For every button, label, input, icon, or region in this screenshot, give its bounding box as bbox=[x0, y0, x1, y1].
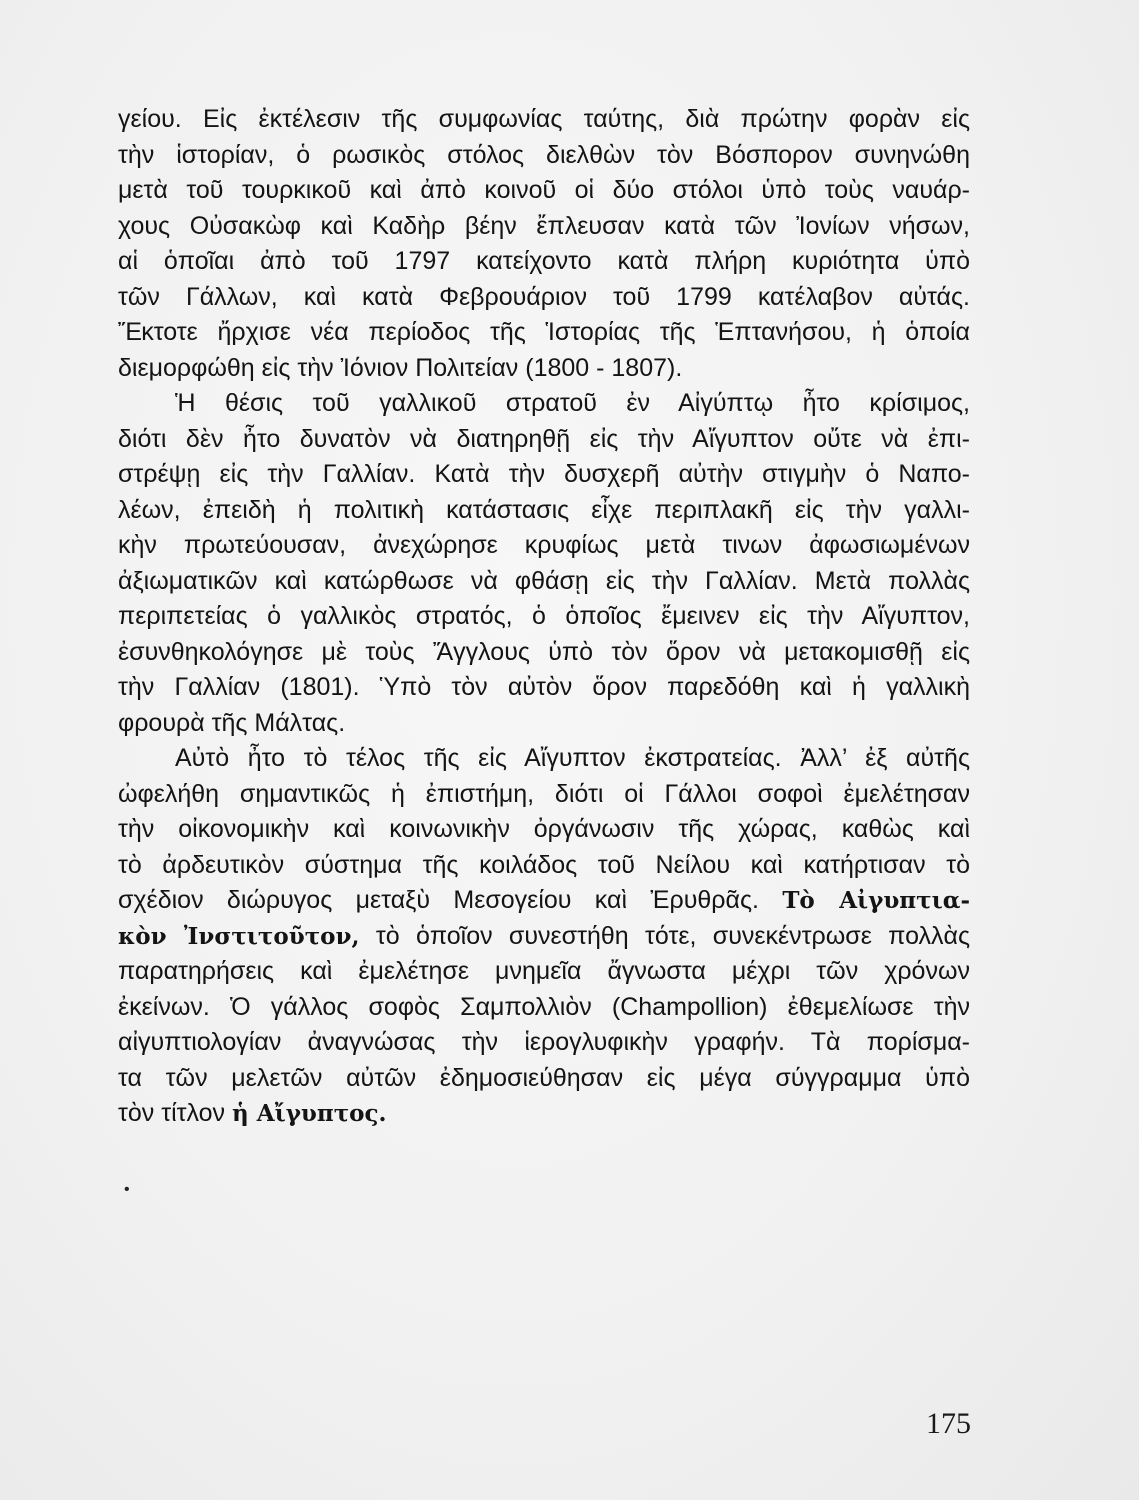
bold-term: Τὸ Αἰγυπτια- bbox=[782, 887, 970, 914]
text-line: ἀξιωματικῶν καὶ κατώρθωσε νὰ φθάσῃ εἰς τὴν Γαλλίαν. Μετὰ πολλὰς bbox=[118, 566, 970, 595]
text-line: ἐσυνθηκολόγησε μὲ τοὺς Ἄγγλους ὑπὸ τὸν ὅρον νὰ μετακομισθῇ εἰς bbox=[118, 637, 970, 666]
paragraph bbox=[118, 386, 970, 741]
text-line: λέων, ἐπειδὴ ἡ πολιτικὴ κατάστασις εἶχε περιπλακῆ εἰς τὴν γαλλι- bbox=[118, 495, 970, 524]
text-line: αἱ ὁποῖαι ἀπὸ τοῦ 1797 κατείχοντο κατὰ πλήρη κυριότητα ὑπὸ bbox=[118, 247, 970, 275]
text-segment: τὸ ὁποῖον συνεστήθη τότε, συνεκέντρωσε πολλὰς bbox=[375, 921, 970, 950]
text-line: Αὐτὸ ἦτο τὸ τέλος τῆς εἰς Αἴγυπτον ἐκστρατείας. Ἀλλ’ ἐξ αὐτῆς bbox=[175, 744, 970, 772]
text-line: τὴν οἰκονομικὴν καὶ κοινωνικὴν ὀργάνωσιν τῆς χώρας, καθὼς καὶ bbox=[118, 815, 970, 843]
text-segment: σχέδιον διώρυγος μεταξὺ Μεσογείου καὶ Ἐρυθρᾶς. bbox=[118, 886, 759, 914]
bold-term: ἡ Αἴγυπτος. bbox=[232, 1100, 387, 1127]
text-line: γείου. Εἰς ἐκτέλεσιν τῆς συμφωνίας ταύτης, διὰ πρώτην φορὰν εἰς bbox=[118, 105, 970, 133]
text-line: διότι δὲν ἦτο δυνατὸν νὰ διατηρηθῇ εἰς τὴν Αἴγυπτον οὔτε νὰ ἐπι- bbox=[118, 424, 970, 453]
text-line: παρατηρήσεις καὶ ἐμελέτησε μνημεῖα ἄγνωστα μέχρι τῶν χρόνων bbox=[118, 957, 970, 985]
paragraph bbox=[118, 741, 970, 1132]
text-line bbox=[118, 883, 970, 919]
text-line bbox=[118, 1096, 970, 1132]
text-line: τὴν Γαλλίαν (1801). Ὑπὸ τὸν αὐτὸν ὅρον παρεδόθη καὶ ἡ γαλλικὴ bbox=[118, 673, 970, 701]
text-line: τα τῶν μελετῶν αὐτῶν ἐδημοσιεύθησαν εἰς μέγα σύγγραμμα ὑπὸ bbox=[118, 1063, 970, 1092]
text-line: Ἡ θέσις τοῦ γαλλικοῦ στρατοῦ ἐν Αἰγύπτῳ ἦτο κρίσιμος, bbox=[175, 389, 970, 417]
text-segment: τὸν τίτλον bbox=[118, 1099, 226, 1127]
text-line bbox=[118, 919, 970, 955]
text-line: ὠφελήθη σημαντικῶς ἡ ἐπιστήμη, διότι οἱ Γάλλοι σοφοὶ ἐμελέτησαν bbox=[118, 779, 970, 808]
text-line: στρέψῃ εἰς τὴν Γαλλίαν. Κατὰ τὴν δυσχερῆ αὐτὴν στιγμὴν ὁ Ναπο- bbox=[118, 460, 970, 488]
text-line: περιπετείας ὁ γαλλικὸς στρατός, ὁ ὁποῖος ἔμεινεν εἰς τὴν Αἴγυπτον, bbox=[118, 602, 970, 630]
text-line: τὸ ἀρδευτικὸν σύστημα τῆς κοιλάδος τοῦ Νείλου καὶ κατήρτισαν τὸ bbox=[118, 850, 970, 879]
text-line: χους Οὐσακὼφ καὶ Καδὴρ βέην ἔπλευσαν κατὰ τῶν Ἰονίων νήσων, bbox=[118, 211, 970, 240]
text-line: μετὰ τοῦ τουρκικοῦ καὶ ἀπὸ κοινοῦ οἱ δύο στόλοι ὑπὸ τοὺς ναυάρ- bbox=[118, 176, 970, 204]
paragraph bbox=[118, 102, 970, 386]
page-number: 175 bbox=[926, 1407, 971, 1440]
bold-term: κὸν Ἰνστιτοῦτον, bbox=[118, 922, 360, 950]
text-line: φρουρὰ τῆς Μάλτας. bbox=[118, 708, 346, 737]
bullet-mark: • bbox=[124, 1181, 130, 1198]
text-line: αἰγυπτιολογίαν ἀναγνώσας τὴν ἱερογλυφικὴν γραφήν. Τὰ πορίσμα- bbox=[118, 1028, 970, 1056]
body-text bbox=[118, 102, 970, 1132]
text-line: Ἔκτοτε ἤρχισε νέα περίοδος τῆς Ἱστορίας τῆς Ἑπτανήσου, ἡ ὁποία bbox=[118, 318, 970, 346]
text-line: τῶν Γάλλων, καὶ κατὰ Φεβρουάριον τοῦ 1799 κατέλαβον αὐτάς. bbox=[118, 282, 970, 311]
text-line: ἐκείνων. Ὁ γάλλος σοφὸς Σαμπολλιὸν (Champollion) ἐθεμελίωσε τὴν bbox=[118, 992, 970, 1021]
text-line: διεμορφώθη εἰς τὴν Ἰόνιον Πολιτείαν (1800 - 1807). bbox=[118, 353, 683, 382]
text-line: τὴν ἱστορίαν, ὁ ρωσικὸς στόλος διελθὼν τὸν Βόσπορον συνηνώθη bbox=[118, 140, 970, 169]
text-line: κὴν πρωτεύουσαν, ἀνεχώρησε κρυφίως μετὰ τινων ἀφωσιωμένων bbox=[118, 531, 970, 559]
